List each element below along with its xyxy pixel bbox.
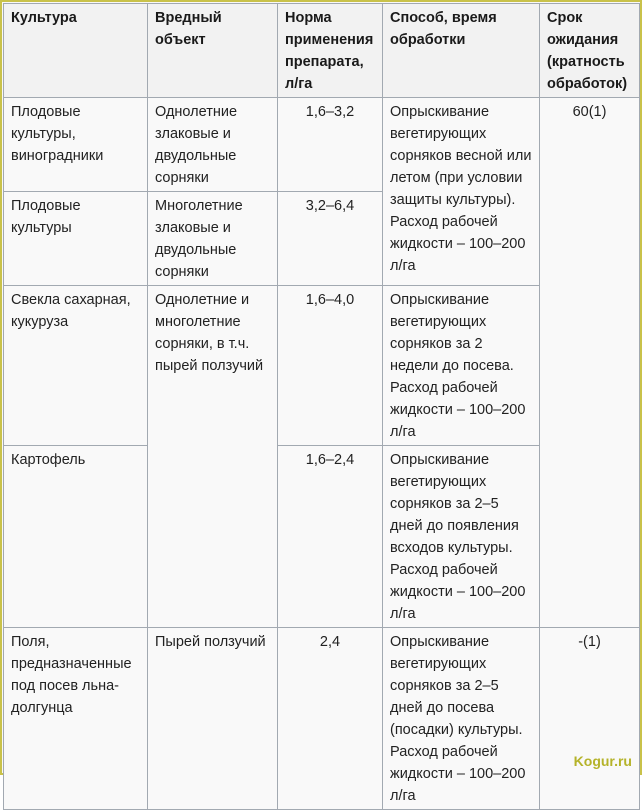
watermark-logo: Kogur.ru — [573, 753, 632, 769]
cell-pest: Пырей ползучий — [148, 628, 278, 810]
table-header-row — [4, 4, 640, 98]
header-rate: Норма применения препарата, л/га — [278, 4, 383, 98]
cell-rate: 1,6–4,0 — [278, 286, 383, 446]
header-waiting: Срок ожидания (кратность обработок) — [540, 4, 640, 98]
cell-waiting: 60(1) — [540, 98, 640, 628]
header-method: Способ, время обработки — [383, 4, 540, 98]
cell-culture: Поля, предназначенные под посев льна-долгунца — [4, 628, 148, 810]
table-row — [4, 98, 640, 192]
cell-waiting: -(1) — [540, 628, 640, 810]
cell-method: Опрыскивание вегетирующих сорняков за 2–5 дней до появления всходов культуры. Расход рабочей жидкости – 100–200 л/га — [383, 446, 540, 628]
cell-method: Опрыскивание вегетирующих сорняков за 2 недели до посева. Расход рабочей жидкости – 100–200 л/га — [383, 286, 540, 446]
herbicide-table — [3, 3, 640, 810]
cell-pest: Многолетние злаковые и двудольные сорняки — [148, 192, 278, 286]
table-row — [4, 628, 640, 810]
cell-method: Опрыскивание вегетирующих сорняков за 2–5 дней до посева (посадки) культуры. Расход рабочей жидкости – 100–200 л/га — [383, 628, 540, 810]
cell-rate: 1,6–3,2 — [278, 98, 383, 192]
cell-culture: Свекла сахарная, кукуруза — [4, 286, 148, 446]
cell-rate: 2,4 — [278, 628, 383, 810]
cell-pest: Однолетние и многолетние сорняки, в т.ч. пырей ползучий — [148, 286, 278, 628]
header-culture: Культура — [4, 4, 148, 98]
cell-culture: Плодовые культуры — [4, 192, 148, 286]
cell-rate: 3,2–6,4 — [278, 192, 383, 286]
cell-method: Опрыскивание вегетирующих сорняков весной или летом (при условии защиты культуры). Расход рабочей жидкости – 100–200 л/га — [383, 98, 540, 286]
cell-rate: 1,6–2,4 — [278, 446, 383, 628]
cell-culture: Картофель — [4, 446, 148, 628]
cell-culture: Плодовые культуры, виноградники — [4, 98, 148, 192]
header-pest: Вредный объект — [148, 4, 278, 98]
cell-pest: Однолетние злаковые и двудольные сорняки — [148, 98, 278, 192]
